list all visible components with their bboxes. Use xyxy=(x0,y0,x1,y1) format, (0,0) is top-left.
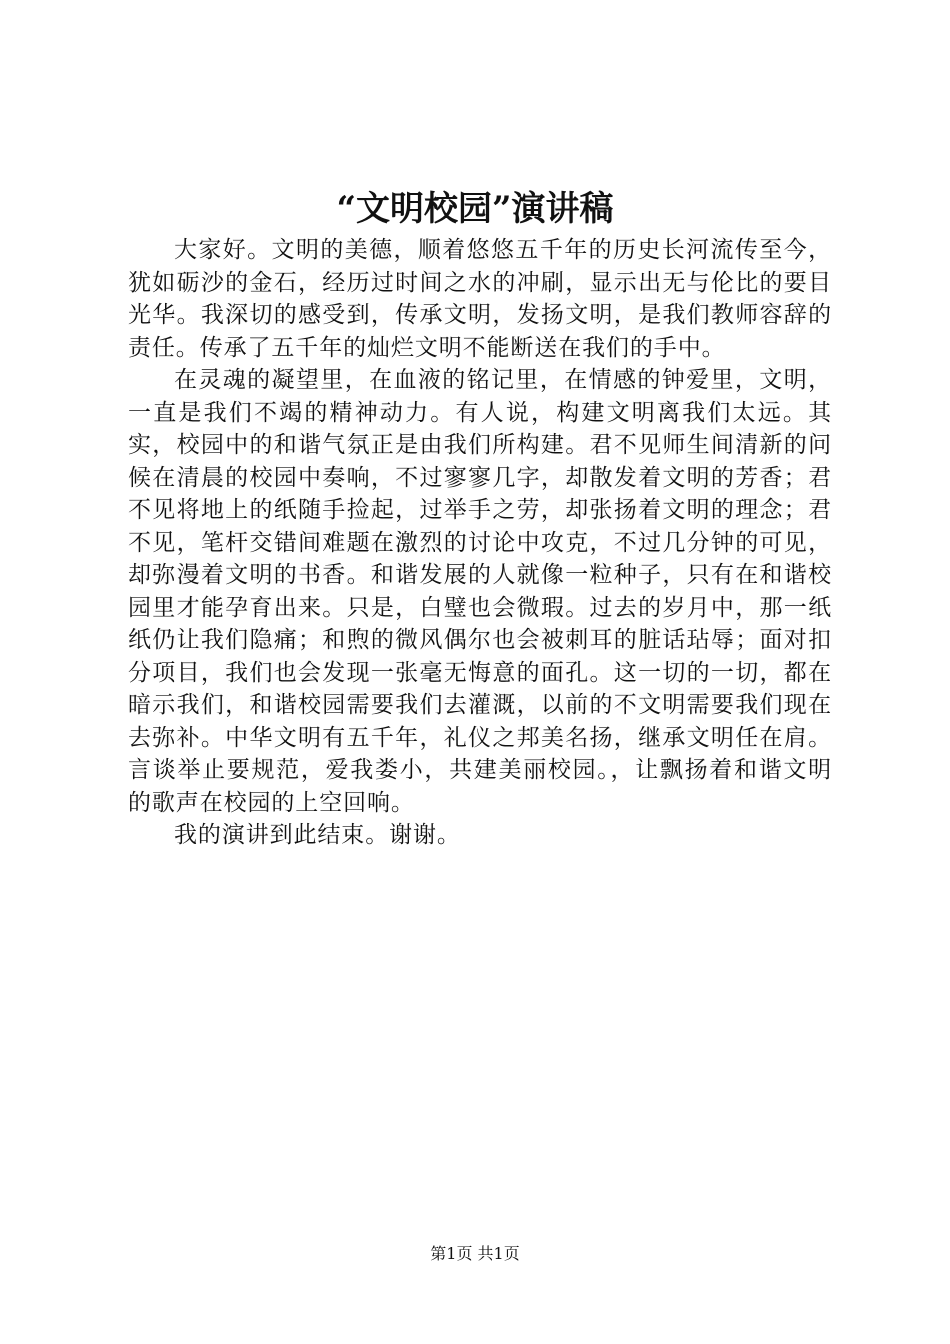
page-footer xyxy=(0,1242,950,1266)
page-number-label: 第1页 共1页 xyxy=(430,1244,520,1263)
paragraph-greeting: 大家好。文明的美德，顺着悠悠五千年的历史长河流传至今，犹如砺沙的金石，经历过时间之水的冲刷，显示出无与伦比的要目光华。我深切的感受到，传承文明，发扬文明，是我们教师容辞的责任。传承了五千年的灿烂文明不能断送在我们的手中。 xyxy=(128,237,832,361)
document-title: “文明校园”演讲稿 xyxy=(336,189,614,229)
document-body xyxy=(128,234,832,852)
paragraph-main: 在灵魂的凝望里，在血液的铭记里，在情感的钟爱里，文明，一直是我们不竭的精神动力。有人说，构建文明离我们太远。其实，校园中的和谐气氛正是由我们所构建。君不见师生间清新的问候在清晨的校园中奏响，不过寥寥几字，却散发着文明的芳香；君不见将地上的纸随手捡起，过举手之劳，却张扬着文明的理念；君不见，笔杆交错间难题在激烈的讨论中攻克，不过几分钟的可见，却弥漫着文明的书香。和谐发展的人就像一粒种子，只有在和谐校园里才能孕育出来。只是，白璧也会微瑕。过去的岁月中，那一纸纸仍让我们隐痛；和煦的微风偶尔也会被刺耳的脏话玷辱；面对扣分项目，我们也会发现一张毫无悔意的面孔。这一切的一切，都在暗示我们，和谐校园需要我们去灌溉，以前的不文明需要我们现在去弥补。中华文明有五千年，礼仪之邦美名扬，继承文明任在肩。言谈举止要规范，爱我娄小，共建美丽校园。，让飘扬着和谐文明的歌声在校园的上空回响。 xyxy=(128,367,832,816)
paragraph-closing: 我的演讲到此结束。谢谢。 xyxy=(174,822,461,848)
